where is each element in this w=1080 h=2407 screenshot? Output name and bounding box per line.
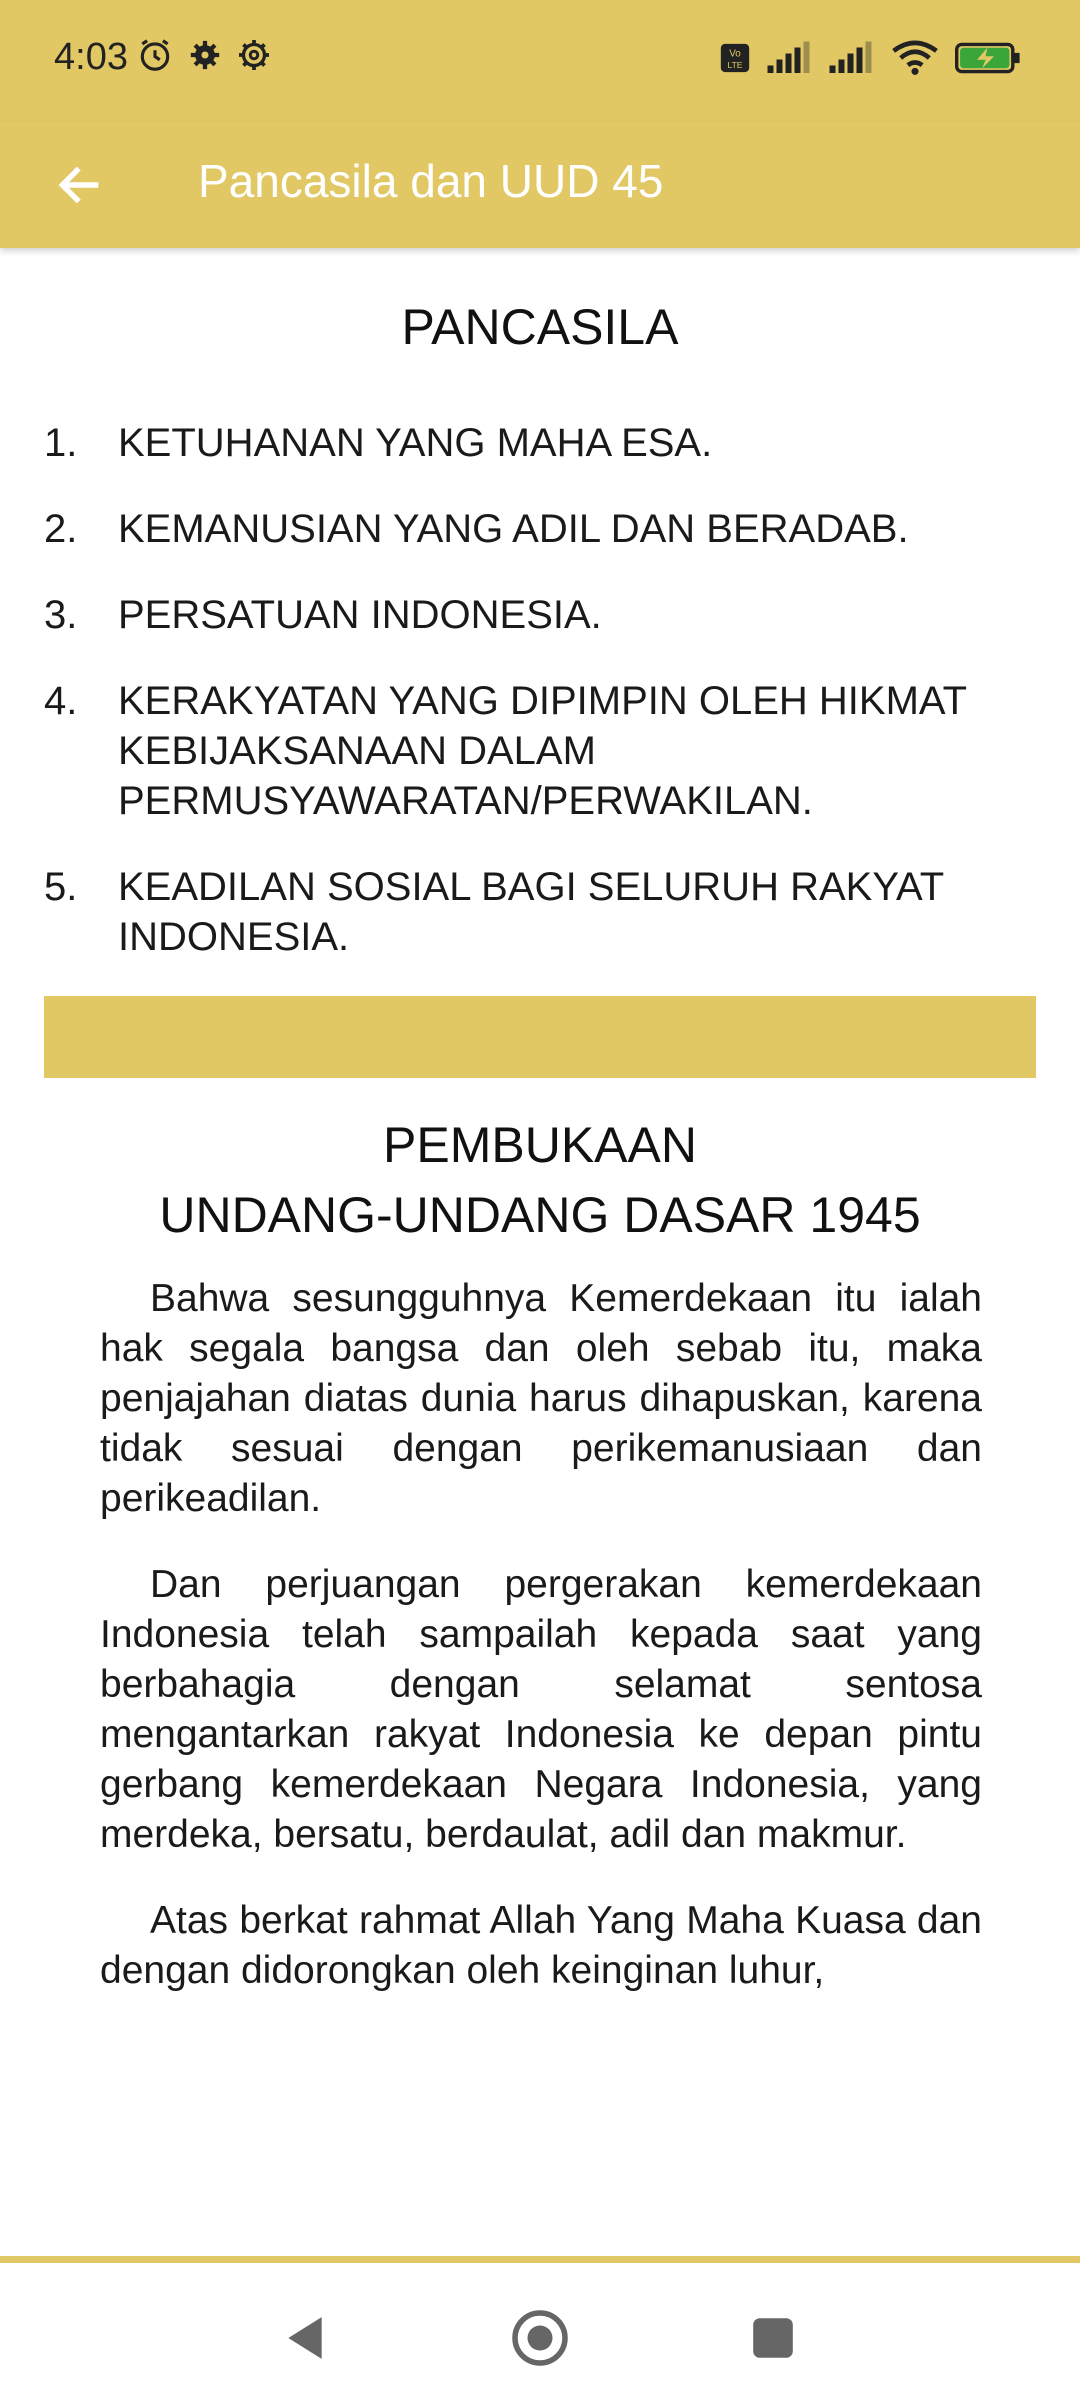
nav-recents-button[interactable] [738,2303,808,2373]
alarm-icon [136,36,174,74]
wifi-icon [890,40,940,76]
signal-icon [766,41,814,75]
item-number: 4. [44,679,78,723]
item-text: PERSATUAN INDONESIA. [118,593,602,637]
preamble-text [100,1274,982,2008]
arrow-left-icon [54,160,104,210]
status-right-icons [718,40,1024,76]
volte-icon [718,41,752,75]
recents-square-icon [751,2316,795,2360]
item-text: KETUHANAN YANG MAHA ESA. [118,421,713,465]
paragraph: Atas berkat rahmat Allah Yang Maha Kuasa dan dengan didorongkan oleh keinginan luhur, [100,1899,982,1992]
settings-gear-icon [188,38,222,72]
status-bar [0,0,1080,122]
item-text: KEADILAN SOSIAL BAGI SELURUH RAKYAT INDONESIA. [118,865,944,959]
list-item [44,418,1044,468]
pembukaan-title-line1: PEMBUKAAN [383,1117,697,1173]
list-item [44,504,1044,554]
pancasila-list [44,418,1044,998]
settings-gear-outline-icon [236,37,272,73]
section-divider-band [44,996,1036,1078]
svg-text:Vo: Vo [729,48,741,60]
paragraph: Bahwa sesungguhnya Kemerdekaan itu ialah hak segala bangsa dan oleh sebab itu, maka penjajahan diatas dunia harus dihapuskan, karena tidak sesuai dengan perikemanusiaan dan perikeadilan. [100,1277,982,1520]
content-scroll-area[interactable] [0,248,1080,2008]
status-time: 4:03 [54,36,128,78]
pembukaan-title-line2: UNDANG-UNDANG DASAR 1945 [159,1187,921,1243]
list-item [44,676,1044,826]
back-button[interactable] [44,150,114,220]
pembukaan-title [0,1110,1080,1250]
svg-text:LTE: LTE [727,59,743,70]
nav-home-button[interactable] [505,2303,575,2373]
system-nav-bar [0,2256,1080,2407]
battery-charging-icon [954,41,1024,75]
item-text: KERAKYATAN YANG DIPIMPIN OLEH HIKMAT KEBIJAKSANAAN DALAM PERMUSYAWARATAN/PERWAKILAN. [118,679,967,823]
item-text: KEMANUSIAN YANG ADIL DAN BERADAB. [118,507,909,551]
app-bar [0,122,1080,248]
item-number: 1. [44,421,78,465]
back-triangle-icon [283,2313,327,2363]
signal-icon [828,41,876,75]
list-item [44,862,1044,962]
item-number: 5. [44,865,78,909]
status-left-icons [136,36,272,74]
pancasila-title: PANCASILA [401,299,679,355]
paragraph: Dan perjuangan pergerakan kemerdekaan Indonesia telah sampailah kepada saat yang berbahagia dengan selamat sentosa mengantarkan rakyat Indonesia ke depan pintu gerbang kemerdekaan Negara Indonesia, yang merdeka, bersatu, berdaulat, adil dan makmur. [100,1563,982,1856]
list-item [44,590,1044,640]
item-number: 3. [44,593,78,637]
item-number: 2. [44,507,78,551]
nav-back-button[interactable] [270,2303,340,2373]
home-circle-icon [510,2308,570,2368]
app-title: Pancasila dan UUD 45 [198,155,664,207]
